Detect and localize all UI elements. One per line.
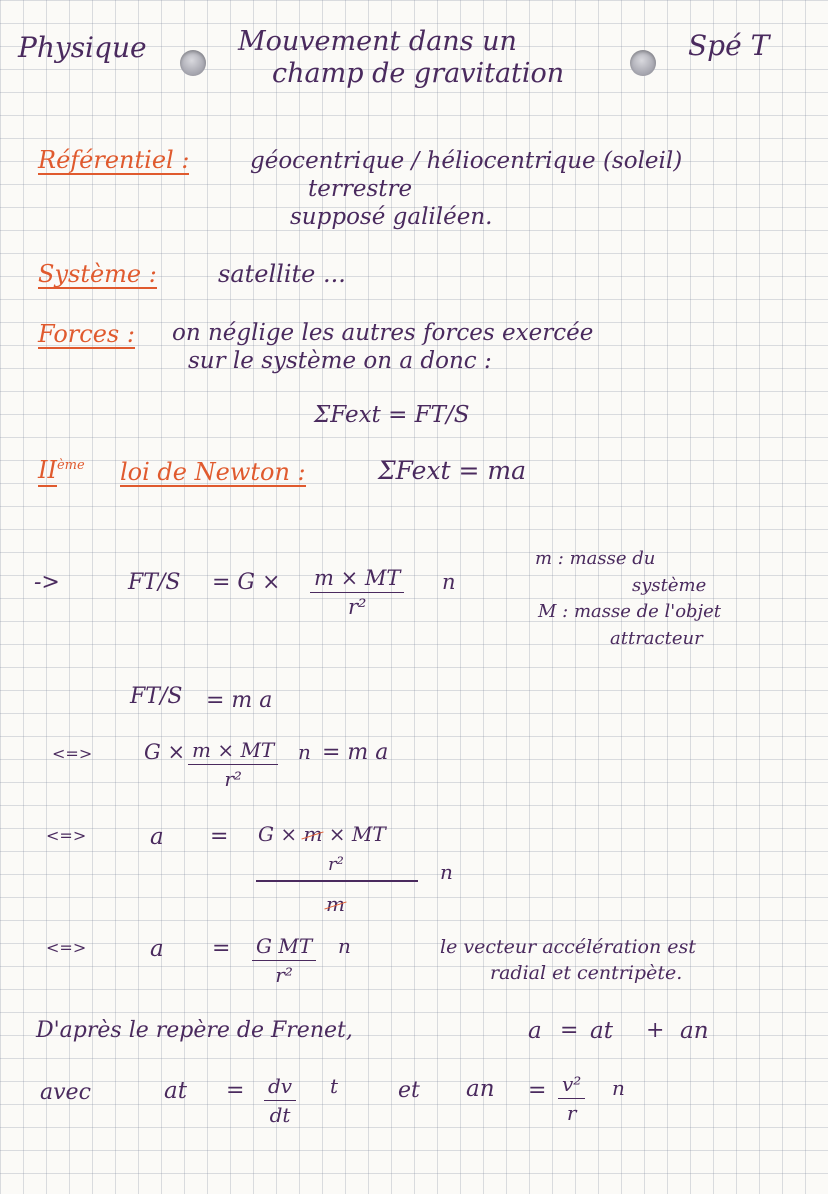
newton-equation: ΣFext = ma [378,456,527,485]
step5-lhs: a [150,936,164,962]
step5-unit-vector: n [338,934,351,958]
def-M: M : masse de l'objet [538,601,722,622]
step3-fraction [188,738,278,791]
step1-numerator: m × MT [310,566,404,593]
step1-lhs: FT/S [128,570,181,595]
step4-num-post: × MT [328,822,386,846]
step4-num-pre: G × [258,822,298,846]
step5-equiv: <=> [46,938,87,957]
step3-rhs: = m a [322,740,389,765]
step5-eq: = [212,936,231,961]
step4-denominator-cancelled [326,894,345,914]
avec-eq2: = [528,1078,547,1103]
step5-note-line1: le vecteur accélération est [440,936,696,958]
step5-fraction [252,934,316,987]
step3-equiv: <=> [52,744,93,763]
step2-rhs: = m a [206,688,273,713]
step4-den-m: m [326,892,345,916]
frenet-text: D'après le repère de Frenet, [36,1018,353,1043]
referentiel-label: Référentiel : [38,146,190,174]
avec-eq: = [226,1078,245,1103]
step4-num-denominator: r² [328,854,344,875]
frenet-plus: + [646,1018,665,1043]
avec-numerator: dv [264,1074,296,1101]
step1-denominator: r² [347,595,367,619]
step1-eq: = G × [212,570,281,595]
frenet-eq: = [560,1018,579,1043]
systeme-text: satellite ... [218,260,346,288]
step4-unit-vector: n [440,860,453,884]
chapter-title-line1: Mouvement dans un [238,26,517,57]
avec-an: an [466,1076,495,1102]
step5-denominator: r² [275,963,293,987]
avec-denominator: dt [269,1103,291,1127]
step4-eq: = [210,824,229,849]
avec-label: avec [40,1080,91,1105]
step5-note-line2: radial et centripète. [490,962,683,984]
newton-label: loi de Newton : [120,458,306,486]
step4-lhs: a [150,824,164,850]
step3-pre: G × [144,740,186,764]
forces-line2: sur le système on a donc : [188,348,492,374]
binder-hole-left [180,50,206,76]
step2-lhs: FT/S [130,684,183,709]
def-m-2: système [632,575,707,596]
implication-arrow: -> [34,570,60,595]
subject-title: Physique [18,31,147,64]
referentiel-line2: terrestre [308,176,413,202]
newton-numeral-text: II [38,456,57,487]
newton-numeral [38,458,85,482]
frenet-at: at [590,1018,613,1044]
avec-et: et [398,1078,420,1103]
step4-num-m-cancelled: m [303,822,323,846]
level-label: Spé T [688,29,770,62]
frenet-an: an [680,1018,709,1044]
avec-t-vector: t [330,1074,339,1098]
step1-unit-vector: n [442,570,456,594]
forces-equation: ΣFext = FT/S [314,402,470,428]
step5-numerator: G MT [252,934,316,961]
step4-equiv: <=> [46,826,87,845]
avec-at: at [164,1078,187,1104]
step1-fraction [310,566,404,619]
def-M-2: attracteur [610,628,703,649]
step3-numerator: m × MT [188,738,278,765]
systeme-label: Système : [38,260,157,288]
avec-denominator2: r [566,1101,577,1125]
forces-label: Forces : [38,320,135,348]
step4-numerator [258,824,386,844]
step3-unit-vector: n [298,740,311,764]
forces-line1: on néglige les autres forces exercée [172,320,594,346]
step4-main-fraction-bar [256,880,418,882]
avec-fraction-dv-dt [264,1074,296,1127]
referentiel-line3: supposé galiléen. [290,204,493,230]
avec-numerator2: v² [558,1072,585,1099]
avec-fraction-v2-r [558,1072,585,1125]
referentiel-line1: géocentrique / héliocentrique (soleil) [250,148,683,174]
step3-denominator: r² [224,767,242,791]
binder-hole-right [630,50,656,76]
newton-numeral-sup: ème [56,458,85,473]
def-m: m : masse du [535,548,656,569]
avec-n-vector: n [612,1076,625,1100]
chapter-title-line2: champ de gravitation [272,58,565,89]
frenet-a: a [528,1018,542,1044]
